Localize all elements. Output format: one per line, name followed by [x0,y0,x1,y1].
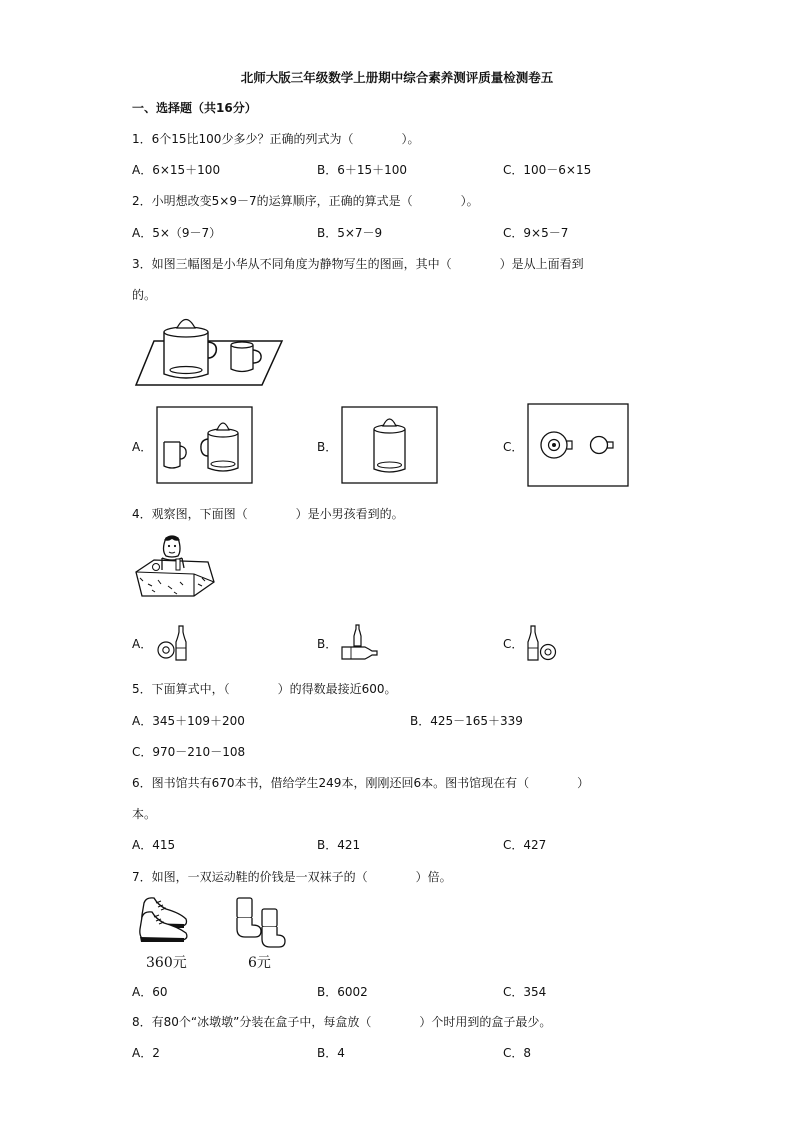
question-3-stem: 3．如图三幅图是小华从不同角度为静物写生的图画，其中（ ）是从上面看到 [132,257,584,271]
question-5-option-c[interactable]: C．970－210－108 [132,745,246,759]
question-6-option-a[interactable]: A．415 [132,838,176,852]
question-4-option-b-label[interactable]: B． [317,637,338,651]
question-5-stem: 5．下面算式中，（ ）的得数最接近600。 [132,682,397,696]
question-2-stem: 2．小明想改变5×9－7的运算顺序，正确的算式是（ ）。 [132,194,479,208]
question-1-option-b[interactable]: B．6＋15＋100 [317,163,408,177]
question-6-stem-cont: 本。 [132,807,157,821]
page-title: 北师大版三年级数学上册期中综合素养测评质量检测卷五 [240,70,554,85]
still-life-figure [134,312,284,390]
question-4-stem: 4．观察图，下面图（ ）是小男孩看到的。 [132,507,404,521]
question-7-stem: 7．如图，一双运动鞋的价钱是一双袜子的（ ）倍。 [132,870,452,884]
boy-observing-figure [132,534,216,606]
question-1-option-a[interactable]: A．6×15＋100 [132,163,221,177]
question-3-option-b-label[interactable]: B． [317,440,338,454]
sneakers-image [138,893,196,951]
view-option-c-image[interactable] [525,624,559,662]
question-1-option-c[interactable]: C．100－6×15 [503,163,592,177]
question-8-option-c[interactable]: C．8 [503,1046,532,1060]
question-7-option-a[interactable]: A．60 [132,985,168,999]
question-4-option-a-label[interactable]: A． [132,637,153,651]
question-6-option-b[interactable]: B．421 [317,838,361,852]
question-3-stem-cont: 的。 [132,288,157,302]
socks-price: 6元 [248,955,271,971]
question-2-option-a[interactable]: A．5×（9－7） [132,226,222,240]
question-6-option-c[interactable]: C．427 [503,838,547,852]
socks-image [231,895,287,953]
question-8-stem: 8．有80个“冰墩墩”分装在盒子中，每盒放（ ）个时用到的盒子最少。 [132,1015,552,1029]
question-5-option-a[interactable]: A．345＋109＋200 [132,714,245,728]
section-heading: 一、选择题（共16分） [132,101,257,115]
question-4-option-c-label[interactable]: C． [503,637,524,651]
question-1-stem: 1．6个15比100少多少？正确的列式为（ ）。 [132,132,420,146]
view-option-a-image[interactable] [156,624,192,662]
shoes-price: 360元 [146,955,187,971]
question-3-option-c-label[interactable]: C． [503,440,524,454]
view-option-b-image[interactable] [339,624,379,662]
view-option-b-image[interactable] [341,406,438,484]
question-2-option-c[interactable]: C．9×5－7 [503,226,569,240]
question-8-option-b[interactable]: B．4 [317,1046,345,1060]
question-8-option-a[interactable]: A．2 [132,1046,160,1060]
view-option-a-image[interactable] [156,406,253,484]
question-5-option-b[interactable]: B．425－165＋339 [410,714,523,728]
question-7-option-b[interactable]: B．6002 [317,985,368,999]
view-option-c-image[interactable] [527,403,629,487]
question-2-option-b[interactable]: B．5×7－9 [317,226,383,240]
question-3-option-a-label[interactable]: A． [132,440,153,454]
question-6-stem: 6．图书馆共有670本书，借给学生249本，刚刚还回6本。图书馆现在有（ ） [132,776,590,790]
question-7-option-c[interactable]: C．354 [503,985,547,999]
